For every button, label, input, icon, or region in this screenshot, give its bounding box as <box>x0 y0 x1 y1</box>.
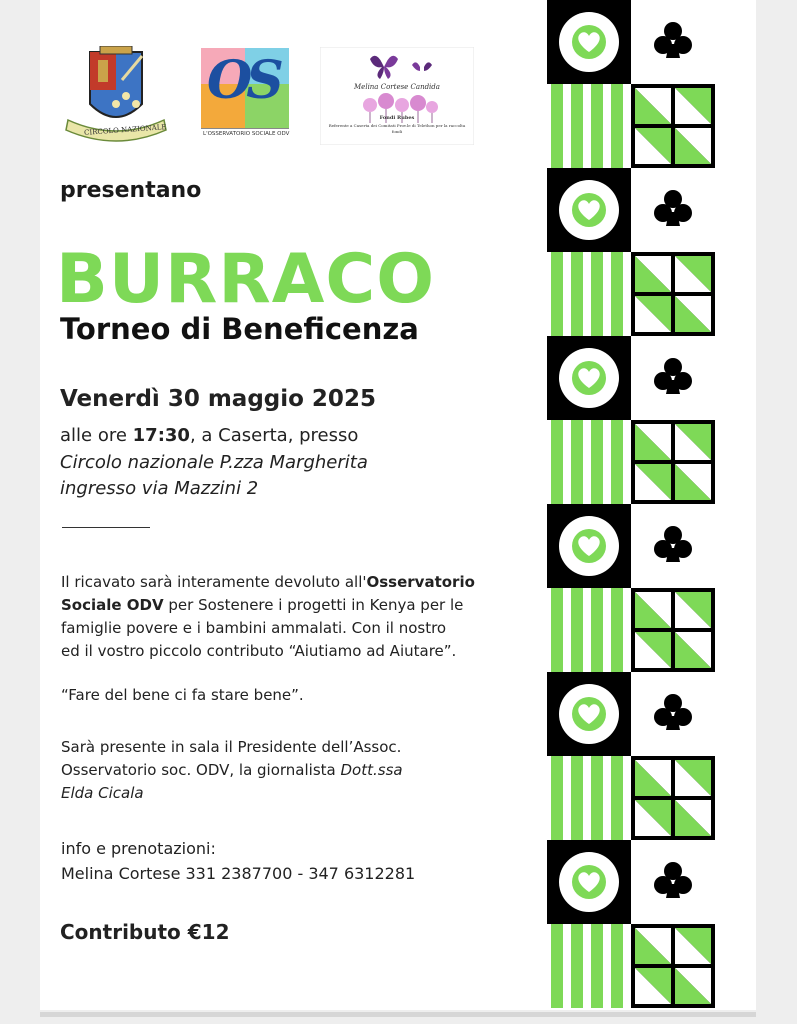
heart-icon <box>547 840 631 924</box>
triangle-check-tile <box>631 420 715 504</box>
description-paragraph <box>61 571 475 663</box>
desc-bold-org: Osservatorio <box>366 573 475 591</box>
info-label: info e prenotazioni: <box>61 839 216 858</box>
time-suffix: , a Caserta, presso <box>189 425 359 446</box>
triangle-check-tile <box>631 84 715 168</box>
time-prefix: alle ore <box>60 425 133 446</box>
os-letters: OS <box>207 50 278 111</box>
quote: “Fare del bene ci fa stare bene”. <box>61 686 304 704</box>
guest-paragraph <box>61 736 403 805</box>
stripes-tile <box>547 420 631 504</box>
guest-title: Dott.ssa <box>340 761 403 779</box>
desc-text: Il ricavato sarà interamente devoluto all' <box>61 573 367 591</box>
event-subtitle: Torneo di Beneficenza <box>60 312 419 346</box>
melina-line1: Fondi Rubes <box>379 115 415 121</box>
melina-line2: Referente a Caserta dei Comitati Prov.le di Telethon per la raccolta fondi <box>328 123 466 134</box>
club-icon <box>631 840 715 924</box>
circolo-caption: CIRCOLO NAZIONALE <box>83 123 167 137</box>
club-icon <box>631 336 715 420</box>
heart-icon <box>547 336 631 420</box>
melina-title: Melina Cortese Candida <box>354 83 440 91</box>
heart-icon <box>547 672 631 756</box>
heart-icon <box>547 168 631 252</box>
event-time-line <box>60 425 358 446</box>
desc-bold-org2: Sociale ODV <box>61 596 164 614</box>
desc-text: ed il vostro piccolo contributo “Aiutiamo ad Aiutare”. <box>61 642 457 660</box>
stripes-tile <box>547 924 631 1008</box>
event-entrance: ingresso via Mazzini 2 <box>60 478 259 499</box>
divider <box>62 527 150 528</box>
guest-text: Sarà presente in sala il Presidente dell’Assoc. <box>61 738 402 756</box>
event-date: Venerdì 30 maggio 2025 <box>60 386 376 412</box>
card-pattern-column <box>547 0 715 1010</box>
guest-text: Osservatorio soc. ODV, la giornalista <box>61 761 341 779</box>
club-icon <box>631 0 715 84</box>
info-contact: Melina Cortese 331 2387700 - 347 6312281 <box>61 864 416 883</box>
club-icon <box>631 672 715 756</box>
event-venue: Circolo nazionale P.zza Margherita <box>60 452 368 473</box>
info-block <box>61 836 415 886</box>
page-bottom-edge <box>40 1012 756 1017</box>
heart-icon <box>547 0 631 84</box>
guest-name: Elda Cicala <box>61 784 144 802</box>
heart-icon <box>547 504 631 588</box>
circolo-nazionale-logo <box>60 46 172 150</box>
event-title: BURRACO <box>56 240 436 319</box>
osservatorio-sociale-logo <box>201 48 289 146</box>
stripes-tile <box>547 588 631 672</box>
presentano-label: presentano <box>60 178 202 203</box>
club-icon <box>631 168 715 252</box>
triangle-check-tile <box>631 252 715 336</box>
melina-cortese-logo <box>320 47 474 145</box>
triangle-check-tile <box>631 756 715 840</box>
club-icon <box>631 504 715 588</box>
stripes-tile <box>547 84 631 168</box>
event-time: 17:30 <box>132 425 190 446</box>
contribution-price: Contributo €12 <box>60 920 230 944</box>
stripes-tile <box>547 252 631 336</box>
stripes-tile <box>547 756 631 840</box>
triangle-check-tile <box>631 924 715 1008</box>
desc-text: per Sostenere i progetti in Kenya per le <box>163 596 464 614</box>
triangle-check-tile <box>631 588 715 672</box>
os-caption: L'OSSERVATORIO SOCIALE ODV <box>203 131 290 137</box>
desc-text: famiglie povere e i bambini ammalati. Con il nostro <box>61 619 447 637</box>
